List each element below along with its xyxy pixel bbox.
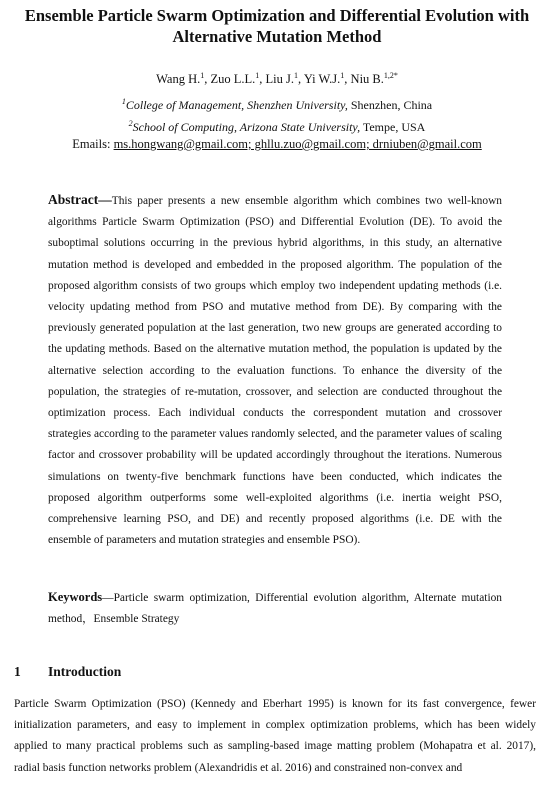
abstract xyxy=(48,189,502,551)
affiliation-2: $^2$School of Computing, Arizona State University, Tempe, USA xyxy=(128,119,426,134)
paper-title: Ensemble Particle Swarm Optimization and Differential Evolution with Alternative Mutation Method xyxy=(24,6,530,46)
author-list xyxy=(0,68,554,87)
abstract-label: Abstract— xyxy=(48,192,112,207)
section-title: Introduction xyxy=(48,664,122,679)
email-label: Emails: xyxy=(72,137,114,151)
email-links[interactable]: ms.hongwang@gmail.com; ghllu.zuo@gmail.com; drniuben@gmail.com xyxy=(113,137,482,151)
email-line xyxy=(0,136,554,152)
affiliation-1: $^1$College of Management, Shenzhen University, Shenzhen, China xyxy=(121,97,433,112)
keywords xyxy=(48,587,502,630)
author: Yi W.J.$^1$, xyxy=(303,71,351,87)
author: Wang H.$^1$, xyxy=(156,71,211,87)
section-heading xyxy=(14,663,121,681)
introduction-paragraph: Particle Swarm Optimization (PSO) (Kennedy and Eberhart 1995) is known for its fast convergence, fewer initialization parameters, and easy to implement in complex optimization problems, which has been widely applied to many practical problems such as sampling-based image matting problem (Mohapatra et al. 2017), radial basis function networks problem (Alexandridis et al. 2016) and constrained non-convex and xyxy=(14,698,536,774)
author: Niu B.$^{1,2*}$ xyxy=(350,71,398,87)
author: Zuo L.L.$^1$, xyxy=(210,71,266,87)
section-number: 1 xyxy=(14,664,21,679)
keywords-label: Keywords xyxy=(48,590,103,604)
keywords-text: —Particle swarm optimization, Differential evolution algorithm, Alternate mutation method，Ensemble Strategy xyxy=(48,592,502,626)
author: Liu J.$^1$, xyxy=(265,71,304,87)
abstract-text: This paper presents a new ensemble algorithm which combines two well-known algorithms Particle Swarm Optimization (PSO) and Differential Evolution (DE). To avoid the suboptimal solutions occurring in the previous hybrid algorithms, in this study, an alternative mutation method is developed and embedded in the proposed algorithm. The population of the proposed algorithm consists of two groups which employ two independent updating methods (i.e. velocity updating method from PSO and mutative method from DE). By comparing with the previously generated population at the last generation, two new groups are generated according to the updating methods. Based on the alternative mutation method, the population is updated by the alternative selection according to the evaluation functions. To enhance the diversity of the population, the strategies of re-mutation, crossover, and selection are conducted throughout the optimization process. Each individual conducts the correspondent mutation and crossover strategies according to the parameter values randomly selected, and the parameter values of scaling factor and crossover probability will be updated accordingly throughout the iterations. Numerous simulations on twenty-five benchmark functions have been conducted, which indicates the proposed algorithm outperforms some well-exploited algorithms (i.e. inertia weight PSO, comprehensive learning PSO, and DE) and recently proposed algorithms (i.e. DE with the ensemble of parameters and mutation strategies and ensemble PSO). xyxy=(48,195,502,547)
